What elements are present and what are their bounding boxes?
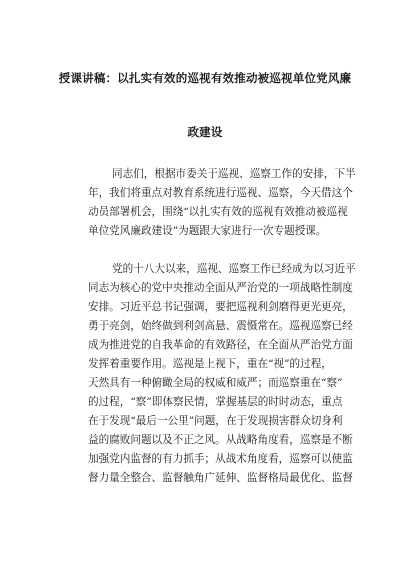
paragraph-line: 同志们，根据市委关于巡视、巡察工作的安排，下半 xyxy=(112,168,356,180)
paragraph-line: 天然具有一种俯瞰全局的权威和威严；而巡察重在“察” xyxy=(88,377,343,389)
document-title: 授课讲稿：以扎实有效的巡视有效推动被巡视单位党风廉 xyxy=(58,71,352,85)
paragraph-line: 益的腐败问题以及不正之风。从战略角度看，巡察是不断 xyxy=(88,434,353,446)
paragraph-line: 党的十八大以来，巡视、巡察工作已经成为以习近平 xyxy=(112,263,356,275)
paragraph-line: 同志为核心的党中央推动全面从严治党的一项战略性制度 xyxy=(88,282,353,294)
paragraph-line: 发挥着重要作用。巡视是上视下，重在“视”的过程， xyxy=(88,358,332,370)
paragraph-line: 加强党内监督的有力抓手；从战术角度看，巡察可以使监 xyxy=(88,453,353,465)
paragraph-line: 的过程，“察”即体察民情，掌握基层的时时动态，重点 xyxy=(88,396,343,408)
paragraph-line: 动员部署机会，围绕“以扎实有效的巡视有效推动被巡视 xyxy=(88,206,348,218)
document-title-continued: 政建设 xyxy=(187,125,223,139)
paragraph-line: 年，我们将重点对教育系统进行巡视、巡察，今天借这个 xyxy=(88,187,353,199)
paragraph-line: 勇于亮剑，始终做到利剑高悬、震慑常在。巡视巡察已经 xyxy=(88,320,353,332)
paragraph-line: 督力量全整合、监督触角广延伸、监督格局最优化、监督 xyxy=(88,472,353,484)
paragraph-line: 成为推进党的自我革命的有效路径，在全面从严治党方面 xyxy=(88,339,353,351)
paragraph-line: 单位党风廉政建设”为题跟大家进行一次专题授课。 xyxy=(88,225,327,237)
paragraph-line: 在于发现“最后一公里”问题，在于发现损害群众切身利 xyxy=(88,415,343,427)
paragraph-line: 安排。习近平总书记强调，要把巡视利剑磨得更光更亮， xyxy=(88,301,353,313)
